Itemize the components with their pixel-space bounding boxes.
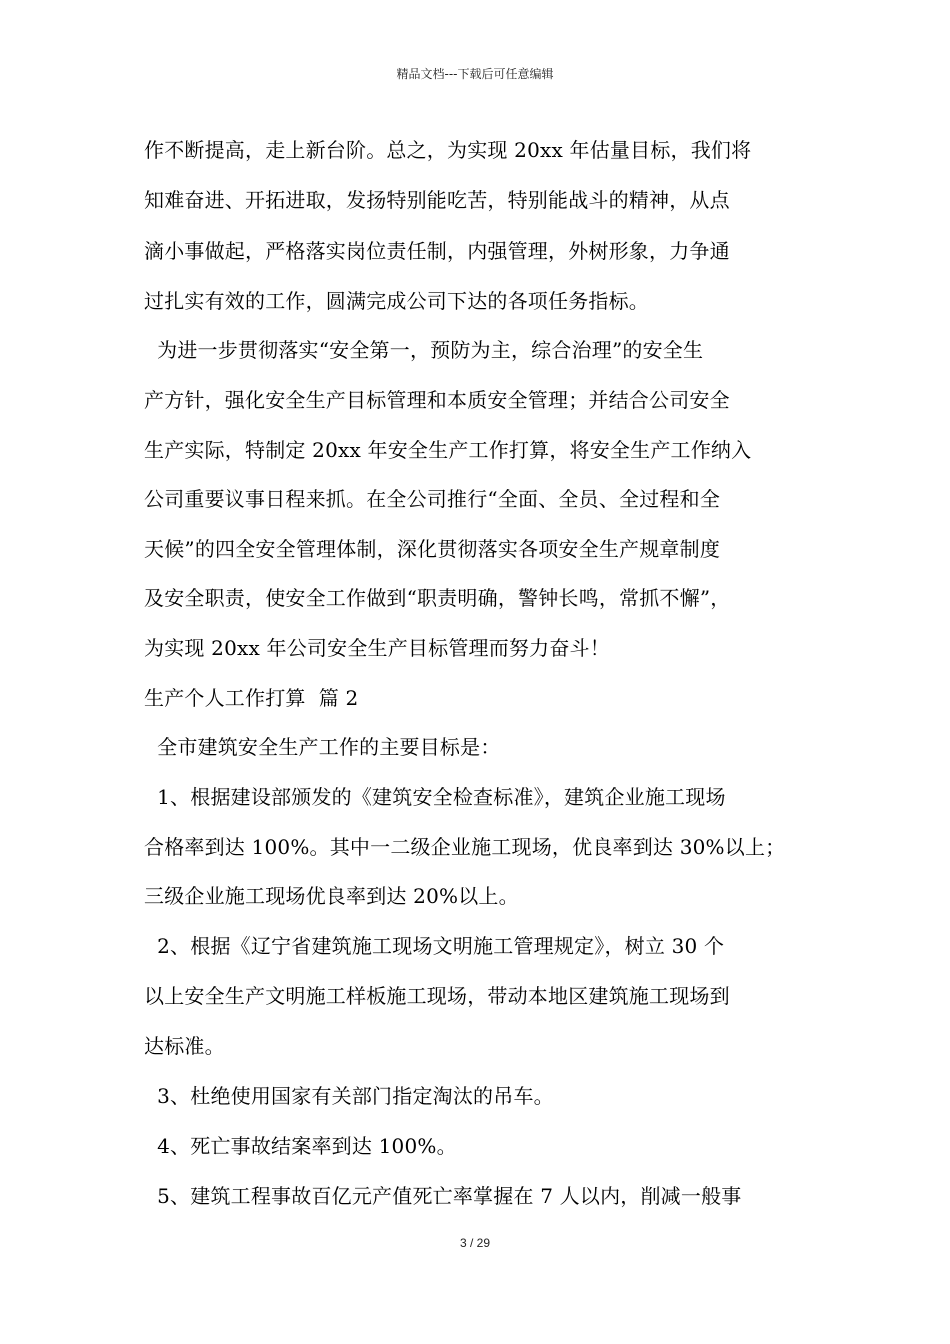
section-heading: 生产个人工作打算 篇 2 xyxy=(144,686,359,710)
body-line: 1、根据建设部颁发的《建筑安全检查标准》，建筑企业施工现场 xyxy=(144,785,726,809)
body-line: 4、死亡事故结案率到达 100%。 xyxy=(144,1134,457,1158)
body-line: 5、建筑工程事故百亿元产值死亡率掌握在 7 人以内，削减一般事 xyxy=(144,1184,742,1208)
body-line: 知难奋进、开拓进取，发扬特别能吃苦，特别能战斗的精神，从点 xyxy=(144,188,730,212)
body-line: 滴小事做起，严格落实岗位责任制，内强管理，外树形象，力争通 xyxy=(144,239,730,263)
body-line: 产方针，强化安全生产目标管理和本质安全管理；并结合公司安全 xyxy=(144,388,730,412)
page-number: 3 / 29 xyxy=(459,1236,491,1250)
body-line: 作不断提高，走上新台阶。总之，为实现 20xx 年估量目标，我们将 xyxy=(144,138,752,162)
body-line: 及安全职责，使安全工作做到“职责明确，警钟长鸣，常抓不懈”， xyxy=(144,586,731,610)
page-header: 精品文档---下载后可任意编辑 xyxy=(396,67,554,81)
body-line: 三级企业施工现场优良率到达 20%以上。 xyxy=(144,884,519,908)
body-line: 达标准。 xyxy=(144,1034,225,1058)
body-line: 全市建筑安全生产工作的主要目标是： xyxy=(144,735,501,759)
body-line: 生产实际，特制定 20xx 年安全生产工作打算，将安全生产工作纳入 xyxy=(144,438,752,462)
body-line: 3、杜绝使用国家有关部门指定淘汰的吊车。 xyxy=(144,1084,554,1108)
body-line: 过扎实有效的工作，圆满完成公司下达的各项任务指标。 xyxy=(144,289,649,313)
body-line: 2、根据《辽宁省建筑施工现场文明施工管理规定》，树立 30 个 xyxy=(144,934,725,958)
body-line: 天候”的四全安全管理体制，深化贯彻落实各项安全生产规章制度 xyxy=(144,537,721,561)
body-line: 公司重要议事日程来抓。在全公司推行“全面、全员、全过程和全 xyxy=(144,487,721,511)
body-line: 合格率到达 100%。其中一二级企业施工现场，优良率到达 30%以上； xyxy=(144,835,786,859)
body-line: 为进一步贯彻落实“安全第一，预防为主，综合治理”的安全生 xyxy=(144,338,704,362)
body-line: 以上安全生产文明施工样板施工现场，带动本地区建筑施工现场到 xyxy=(144,984,730,1008)
body-line: 为实现 20xx 年公司安全生产目标管理而努力奋斗！ xyxy=(144,636,610,660)
